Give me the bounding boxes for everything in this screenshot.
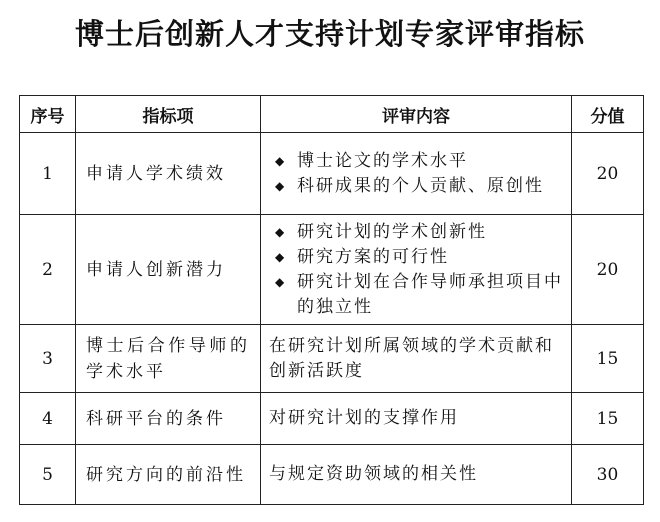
row-content: 与规定资助领域的相关性	[261, 445, 572, 505]
row-content: 对研究计划的支撑作用	[261, 393, 572, 445]
table-row	[20, 325, 644, 393]
row-content: 在研究计划所属领域的学术贡献和创新活跃度	[261, 325, 572, 393]
header-no: 序号	[20, 96, 76, 133]
criteria-table	[19, 95, 644, 505]
bullet-icon: ◆	[275, 153, 287, 168]
row-score: 20	[572, 215, 644, 325]
table-row	[20, 393, 644, 445]
list-item: ◆ 博士论文的学术水平	[269, 149, 563, 174]
header-content: 评审内容	[261, 96, 572, 133]
row-item: 科研平台的条件	[76, 393, 261, 445]
row-score: 20	[572, 133, 644, 215]
table-row	[20, 445, 644, 505]
table-header-row	[20, 96, 644, 133]
row-no: 5	[20, 445, 76, 505]
row-score: 30	[572, 445, 644, 505]
table-row	[20, 133, 644, 215]
table-row	[20, 215, 644, 325]
row-content	[261, 133, 572, 215]
header-item: 指标项	[76, 96, 261, 133]
bullet-icon: ◆	[275, 249, 287, 264]
list-item: ◆ 研究计划在合作导师承担项目中的独立性	[275, 271, 563, 317]
row-item: 申请人学术绩效	[76, 133, 261, 215]
row-item: 研究方向的前沿性	[76, 445, 261, 505]
page-title: 博士后创新人才支持计划专家评审指标	[74, 17, 585, 51]
row-no: 4	[20, 393, 76, 445]
list-item: ◆ 研究计划的学术创新性	[269, 220, 563, 245]
bullet-icon: ◆	[275, 274, 287, 289]
row-score: 15	[572, 393, 644, 445]
row-item: 申请人创新潜力	[76, 215, 261, 325]
row-content	[261, 215, 572, 325]
row-no: 2	[20, 215, 76, 325]
row-no: 3	[20, 325, 76, 393]
bullet-icon: ◆	[275, 224, 287, 239]
bullet-icon: ◆	[275, 178, 287, 193]
row-no: 1	[20, 133, 76, 215]
header-score: 分值	[572, 96, 644, 133]
row-item: 博士后合作导师的学术水平	[76, 325, 261, 393]
row-score: 15	[572, 325, 644, 393]
list-item: ◆ 研究方案的可行性	[269, 245, 563, 270]
list-item: ◆ 科研成果的个人贡献、原创性	[269, 174, 563, 199]
